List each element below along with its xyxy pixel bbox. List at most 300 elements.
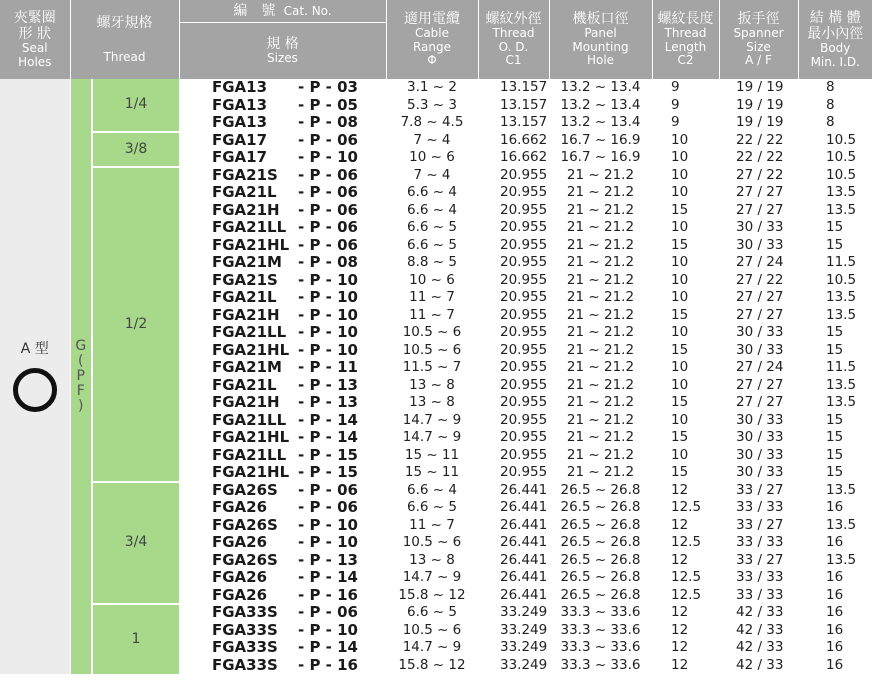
thread-length-cell: 9: [671, 114, 680, 131]
panel-hole-cell: 26.5 ~ 26.8: [560, 586, 641, 603]
header-body-cn2: 最小內徑: [807, 25, 864, 42]
thread-od-cell: 20.955: [500, 429, 548, 446]
thread-length-cell: 10: [671, 446, 689, 463]
cat-size: - P - 06: [298, 481, 358, 499]
spanner-size-cell: 27 / 27: [736, 289, 784, 306]
cat-no-cell: [179, 324, 386, 342]
cat-size: - P - 06: [298, 184, 358, 202]
body-id-cell: 13.5: [826, 551, 857, 568]
body-id-cell: 16: [826, 534, 844, 551]
spanner-size-cell: 33 / 27: [736, 516, 784, 533]
header-seal-cn2: 形 狀: [18, 25, 51, 42]
cable-range-cell: 7.8 ~ 4.5: [400, 114, 464, 131]
header-cable-en3: Φ: [427, 53, 437, 68]
header-panel-en3: Hole: [586, 53, 615, 68]
panel-hole-cell: 33.3 ~ 33.6: [560, 621, 641, 638]
cable-range-cell: 13 ~ 8: [409, 394, 455, 411]
cat-size: - P - 06: [298, 604, 358, 622]
cat-code: FGA26: [212, 586, 268, 604]
thread-od-cell: 20.955: [500, 376, 548, 393]
spanner-size-cell: 33 / 33: [736, 569, 784, 586]
header-spanner-en1: Spanner: [733, 25, 784, 40]
cat-no-cell: [179, 359, 386, 377]
cable-range-cell: 6.6 ~ 4: [407, 184, 457, 201]
thread-od-cell: 16.662: [500, 131, 548, 148]
header-length: [652, 0, 719, 79]
thread-length-cell: 12.5: [671, 569, 702, 586]
thread-od-cell: 20.955: [500, 411, 548, 428]
header-od: [478, 0, 549, 79]
thread-od-cell: 33.249: [500, 639, 548, 656]
panel-hole-cell: 16.7 ~ 16.9: [560, 131, 641, 148]
header-panel: [549, 0, 652, 79]
thread-length-cell: 12: [671, 656, 689, 673]
o-ring-icon: [13, 368, 57, 412]
spanner-size-cell: 27 / 22: [736, 271, 784, 288]
header-body: [798, 0, 872, 79]
thread-standard-cell: [70, 79, 92, 674]
thread-od-cell: 26.441: [500, 569, 548, 586]
cat-no-cell: [179, 412, 386, 430]
thread-od-cell: 20.955: [500, 289, 548, 306]
cat-code: FGA21L: [212, 376, 277, 394]
body-id-cell: 13.5: [826, 306, 857, 323]
thread-length-cell: 15: [671, 429, 689, 446]
cable-range-cell: 7 ~ 4: [413, 131, 451, 148]
spanner-size-cell: 33 / 33: [736, 534, 784, 551]
body-id-cell: 13.5: [826, 289, 857, 306]
spanner-size-cell: 30 / 33: [736, 341, 784, 358]
cable-range-cell: 10.5 ~ 6: [402, 324, 462, 341]
thread-length-cell: 12: [671, 481, 689, 498]
cat-no-cell: [179, 552, 386, 570]
cat-code: FGA21HL: [212, 429, 290, 447]
thread-od-cell: 20.955: [500, 166, 548, 183]
thread-od-cell: 13.157: [500, 79, 548, 96]
thread-length-cell: 12: [671, 516, 689, 533]
cat-no-cell: [179, 377, 386, 395]
cat-code: FGA33S: [212, 621, 278, 639]
cat-size: - P - 03: [298, 79, 358, 97]
cat-code: FGA21LL: [212, 446, 287, 464]
cat-code: FGA21H: [212, 306, 280, 324]
cat-code: FGA21L: [212, 184, 277, 202]
thread-length-cell: 10: [671, 359, 689, 376]
body-id-cell: 10.5: [826, 271, 857, 288]
body-id-cell: 15: [826, 236, 844, 253]
panel-hole-cell: 21 ~ 21.2: [566, 446, 635, 463]
body-id-cell: 13.5: [826, 481, 857, 498]
cat-code: FGA21HL: [212, 236, 290, 254]
cat-code: FGA21M: [212, 254, 282, 272]
thread-length-cell: 10: [671, 219, 689, 236]
thread-od-cell: 26.441: [500, 534, 548, 551]
cable-range-cell: 14.7 ~ 9: [402, 429, 462, 446]
cable-range-cell: 6.6 ~ 5: [407, 604, 457, 621]
cat-code: FGA21H: [212, 394, 280, 412]
thread-od-cell: 33.249: [500, 656, 548, 673]
body-id-cell: 10.5: [826, 166, 857, 183]
thread-length-cell: 15: [671, 201, 689, 218]
thread-od-cell: 20.955: [500, 464, 548, 481]
thread-od-cell: 13.157: [500, 114, 548, 131]
spanner-size-cell: 42 / 33: [736, 639, 784, 656]
spanner-size-cell: 42 / 33: [736, 604, 784, 621]
panel-hole-cell: 26.5 ~ 26.8: [560, 551, 641, 568]
cat-no-cell: [179, 499, 386, 517]
cable-range-cell: 13 ~ 8: [409, 376, 455, 393]
header-thread-spec: [70, 0, 179, 79]
cat-code: FGA21S: [212, 271, 278, 289]
header-cat-cn: 編 號: [233, 2, 276, 19]
cat-no-cell: [179, 604, 386, 622]
body-id-cell: 11.5: [826, 254, 857, 271]
panel-hole-cell: 21 ~ 21.2: [566, 394, 635, 411]
cat-no-cell: [179, 394, 386, 412]
body-id-cell: 15: [826, 429, 844, 446]
cat-code: FGA33S: [212, 656, 278, 674]
thread-od-cell: 20.955: [500, 271, 548, 288]
cat-size: - P - 11: [298, 359, 358, 377]
cable-range-cell: 6.6 ~ 5: [407, 236, 457, 253]
cable-range-cell: 10.5 ~ 6: [402, 621, 462, 638]
spanner-size-cell: 33 / 27: [736, 551, 784, 568]
body-id-cell: 16: [826, 569, 844, 586]
cat-code: FGA21H: [212, 201, 280, 219]
cat-size: - P - 05: [298, 96, 358, 114]
cat-size: - P - 13: [298, 376, 358, 394]
spanner-size-cell: 33 / 33: [736, 586, 784, 603]
cable-range-cell: 11 ~ 7: [409, 306, 455, 323]
cable-range-cell: 15 ~ 11: [404, 446, 460, 463]
cable-range-cell: 3.1 ~ 2: [407, 79, 457, 96]
cat-code: FGA17: [212, 149, 268, 167]
thread-size-cell: 1: [92, 604, 179, 674]
header-body-en2: Min. I.D.: [810, 54, 860, 69]
cable-range-cell: 15.8 ~ 12: [398, 656, 466, 673]
thread-length-cell: 12: [671, 551, 689, 568]
seal-type-cell: [0, 79, 70, 674]
cat-no-cell: [179, 167, 386, 185]
cat-size: - P - 10: [298, 516, 358, 534]
cat-no-cell: [179, 639, 386, 657]
cat-no-cell: [179, 447, 386, 465]
cable-range-cell: 10.5 ~ 6: [402, 341, 462, 358]
cable-range-cell: 6.6 ~ 5: [407, 499, 457, 516]
cat-size: - P - 06: [298, 219, 358, 237]
header-thread-spec-en: Thread: [103, 49, 146, 64]
cat-size: - P - 14: [298, 569, 358, 587]
panel-hole-cell: 13.2 ~ 13.4: [560, 114, 641, 131]
cat-size: - P - 08: [298, 254, 358, 272]
thread-length-cell: 10: [671, 411, 689, 428]
spanner-size-cell: 27 / 24: [736, 254, 784, 271]
cat-size: - P - 14: [298, 411, 358, 429]
thread-od-cell: 20.955: [500, 219, 548, 236]
cable-range-cell: 10 ~ 6: [409, 271, 455, 288]
cat-no-cell: [179, 289, 386, 307]
spanner-size-cell: 27 / 27: [736, 394, 784, 411]
cat-code: FGA26: [212, 569, 268, 587]
cat-no-cell: [179, 254, 386, 272]
cat-size: - P - 10: [298, 341, 358, 359]
cat-no-cell: [179, 464, 386, 482]
cable-range-cell: 8.8 ~ 5: [407, 254, 457, 271]
panel-hole-cell: 33.3 ~ 33.6: [560, 656, 641, 673]
cat-code: FGA26S: [212, 516, 278, 534]
thread-size-cell: 1/4: [92, 79, 179, 132]
panel-hole-cell: 33.3 ~ 33.6: [560, 604, 641, 621]
header-panel-cn: 機板口徑: [572, 10, 629, 27]
body-id-cell: 15: [826, 219, 844, 236]
panel-hole-cell: 26.5 ~ 26.8: [560, 534, 641, 551]
spanner-size-cell: 27 / 27: [736, 184, 784, 201]
spanner-size-cell: 30 / 33: [736, 411, 784, 428]
panel-hole-cell: 13.2 ~ 13.4: [560, 79, 641, 96]
thread-size-cell: 3/8: [92, 132, 179, 167]
header-cat-en: Cat. No.: [283, 3, 332, 18]
spanner-size-cell: 27 / 22: [736, 166, 784, 183]
panel-hole-cell: 21 ~ 21.2: [566, 166, 635, 183]
cat-no-cell: [179, 149, 386, 167]
cat-size: - P - 15: [298, 446, 358, 464]
cable-range-cell: 14.7 ~ 9: [402, 569, 462, 586]
cat-code: FGA26: [212, 499, 268, 517]
thread-length-cell: 15: [671, 464, 689, 481]
thread-od-cell: 20.955: [500, 359, 548, 376]
header-od-en3: C1: [505, 53, 522, 68]
body-id-cell: 8: [826, 79, 835, 96]
cable-range-cell: 14.7 ~ 9: [402, 411, 462, 428]
cat-size: - P - 10: [298, 271, 358, 289]
spanner-size-cell: 30 / 33: [736, 324, 784, 341]
thread-od-cell: 20.955: [500, 446, 548, 463]
spanner-size-cell: 33 / 33: [736, 499, 784, 516]
table-body: [0, 79, 872, 674]
cat-size: - P - 10: [298, 534, 358, 552]
thread-od-cell: 20.955: [500, 306, 548, 323]
cable-range-cell: 13 ~ 8: [409, 551, 455, 568]
body-id-cell: 16: [826, 656, 844, 673]
header-od-en2: O. D.: [498, 39, 529, 54]
spanner-size-cell: 22 / 22: [736, 131, 784, 148]
thread-length-cell: 10: [671, 324, 689, 341]
header-cable-cn: 適用電纜: [404, 10, 460, 27]
cat-size: - P - 06: [298, 236, 358, 254]
thread-length-cell: 10: [671, 149, 689, 166]
thread-od-cell: 26.441: [500, 551, 548, 568]
cat-code: FGA26S: [212, 551, 278, 569]
cat-no-cell: [179, 132, 386, 150]
header-sizes-en: Sizes: [267, 51, 298, 66]
header-body-en1: Body: [820, 40, 851, 55]
panel-hole-cell: 21 ~ 21.2: [566, 464, 635, 481]
panel-hole-cell: 21 ~ 21.2: [566, 341, 635, 358]
header-panel-en2: Mounting: [572, 39, 629, 54]
thread-length-cell: 15: [671, 306, 689, 323]
cat-code: FGA33S: [212, 604, 278, 622]
body-id-cell: 16: [826, 604, 844, 621]
thread-standard-char: F: [76, 383, 85, 399]
thread-standard-char: G: [75, 338, 87, 354]
header-length-en1: Thread: [664, 25, 707, 40]
spanner-size-cell: 19 / 19: [736, 96, 784, 113]
thread-length-cell: 10: [671, 289, 689, 306]
cat-code: FGA21HL: [212, 464, 290, 482]
cat-no-cell: [179, 587, 386, 605]
thread-size-cell: 3/4: [92, 482, 179, 605]
body-id-cell: 15: [826, 411, 844, 428]
panel-hole-cell: 21 ~ 21.2: [566, 306, 635, 323]
header-sizes-cn: 規 格: [266, 36, 299, 53]
cable-range-cell: 5.3 ~ 3: [407, 96, 457, 113]
cat-code: FGA21L: [212, 289, 277, 307]
cat-size: - P - 10: [298, 149, 358, 167]
header-cable: [386, 0, 478, 79]
spanner-size-cell: 22 / 22: [736, 149, 784, 166]
thread-standard-char: P: [76, 368, 85, 384]
thread-length-cell: 10: [671, 271, 689, 288]
header-seal-en1: Seal: [21, 40, 48, 55]
header-od-cn: 螺紋外徑: [485, 10, 542, 27]
panel-hole-cell: 26.5 ~ 26.8: [560, 516, 641, 533]
panel-hole-cell: 21 ~ 21.2: [566, 324, 635, 341]
body-id-cell: 16: [826, 586, 844, 603]
body-id-cell: 15: [826, 446, 844, 463]
spanner-size-cell: 27 / 27: [736, 376, 784, 393]
table-row: [0, 132, 872, 150]
table-row: [0, 604, 872, 622]
spanner-size-cell: 30 / 33: [736, 464, 784, 481]
cat-size: - P - 10: [298, 621, 358, 639]
cat-no-cell: [179, 569, 386, 587]
cat-size: - P - 06: [298, 166, 358, 184]
body-id-cell: 8: [826, 114, 835, 131]
header-spanner-en2: Size: [746, 39, 771, 54]
thread-length-cell: 9: [671, 96, 680, 113]
panel-hole-cell: 21 ~ 21.2: [566, 201, 635, 218]
body-id-cell: 13.5: [826, 516, 857, 533]
thread-od-cell: 20.955: [500, 184, 548, 201]
body-id-cell: 13.5: [826, 376, 857, 393]
body-id-cell: 11.5: [826, 359, 857, 376]
header-thread-spec-cn: 螺牙規格: [96, 14, 153, 31]
cat-code: FGA21LL: [212, 324, 287, 342]
spanner-size-cell: 27 / 24: [736, 359, 784, 376]
thread-standard-label: [71, 339, 92, 414]
cat-no-cell: [179, 517, 386, 535]
body-id-cell: 10.5: [826, 131, 857, 148]
cat-no-cell: [179, 482, 386, 500]
header-cable-en2: Range: [412, 39, 452, 54]
cat-no-cell: [179, 219, 386, 237]
body-id-cell: 15: [826, 324, 844, 341]
cat-no-cell: [179, 202, 386, 220]
spanner-size-cell: 19 / 19: [736, 114, 784, 131]
cat-code: FGA13: [212, 79, 268, 97]
body-id-cell: 10.5: [826, 149, 857, 166]
header-spanner-cn: 扳手徑: [737, 10, 780, 27]
cable-range-cell: 10.5 ~ 6: [402, 534, 462, 551]
cat-no-cell: [179, 97, 386, 115]
thread-od-cell: 20.955: [500, 341, 548, 358]
cat-code: FGA26: [212, 534, 268, 552]
cat-no-cell: [179, 307, 386, 325]
thread-length-cell: 15: [671, 341, 689, 358]
spanner-size-cell: 42 / 33: [736, 656, 784, 673]
panel-hole-cell: 33.3 ~ 33.6: [560, 639, 641, 656]
header-body-cn1: 結 構 體: [809, 9, 861, 26]
spanner-size-cell: 27 / 27: [736, 201, 784, 218]
cat-code: FGA13: [212, 114, 268, 132]
cat-code: FGA21LL: [212, 219, 287, 237]
thread-od-cell: 20.955: [500, 201, 548, 218]
table-row: [0, 79, 872, 97]
panel-hole-cell: 26.5 ~ 26.8: [560, 569, 641, 586]
body-id-cell: 13.5: [826, 201, 857, 218]
thread-length-cell: 12: [671, 621, 689, 638]
cat-size: - P - 10: [298, 324, 358, 342]
panel-hole-cell: 21 ~ 21.2: [566, 271, 635, 288]
thread-od-cell: 26.441: [500, 481, 548, 498]
cable-range-cell: 6.6 ~ 4: [407, 201, 457, 218]
cable-range-cell: 6.6 ~ 4: [407, 481, 457, 498]
thread-length-cell: 12.5: [671, 534, 702, 551]
header-spanner: [719, 0, 798, 79]
spanner-size-cell: 27 / 27: [736, 306, 784, 323]
table-row: [0, 167, 872, 185]
cable-range-cell: 15.8 ~ 12: [398, 586, 466, 603]
spanner-size-cell: 30 / 33: [736, 236, 784, 253]
panel-hole-cell: 21 ~ 21.2: [566, 236, 635, 253]
cat-size: - P - 10: [298, 306, 358, 324]
thread-length-cell: 12: [671, 639, 689, 656]
cat-size: - P - 06: [298, 131, 358, 149]
panel-hole-cell: 16.7 ~ 16.9: [560, 149, 641, 166]
thread-length-cell: 10: [671, 166, 689, 183]
cable-range-cell: 10 ~ 6: [409, 149, 455, 166]
thread-od-cell: 33.249: [500, 604, 548, 621]
table-row: [0, 482, 872, 500]
thread-od-cell: 33.249: [500, 621, 548, 638]
cable-range-cell: 11.5 ~ 7: [402, 359, 462, 376]
thread-od-cell: 20.955: [500, 324, 548, 341]
thread-od-cell: 16.662: [500, 149, 548, 166]
panel-hole-cell: 21 ~ 21.2: [566, 411, 635, 428]
body-id-cell: 15: [826, 464, 844, 481]
spanner-size-cell: 30 / 33: [736, 446, 784, 463]
thread-length-cell: 15: [671, 236, 689, 253]
thread-length-cell: 15: [671, 394, 689, 411]
cat-size: - P - 16: [298, 586, 358, 604]
cat-no-cell: [179, 342, 386, 360]
cat-size: - P - 13: [298, 551, 358, 569]
header-cat: [179, 0, 386, 23]
thread-od-cell: 26.441: [500, 516, 548, 533]
panel-hole-cell: 21 ~ 21.2: [566, 429, 635, 446]
header-length-cn: 螺紋長度: [657, 10, 714, 27]
spanner-size-cell: 30 / 33: [736, 429, 784, 446]
spanner-size-cell: 33 / 27: [736, 481, 784, 498]
cat-no-cell: [179, 429, 386, 447]
header-cable-en1: Cable: [414, 25, 450, 40]
cat-code: FGA21HL: [212, 341, 290, 359]
cat-no-cell: [179, 79, 386, 97]
panel-hole-cell: 21 ~ 21.2: [566, 289, 635, 306]
seal-type-label: A 型: [20, 341, 49, 357]
header-length-en2: Length: [664, 39, 707, 54]
cat-code: FGA21S: [212, 166, 278, 184]
